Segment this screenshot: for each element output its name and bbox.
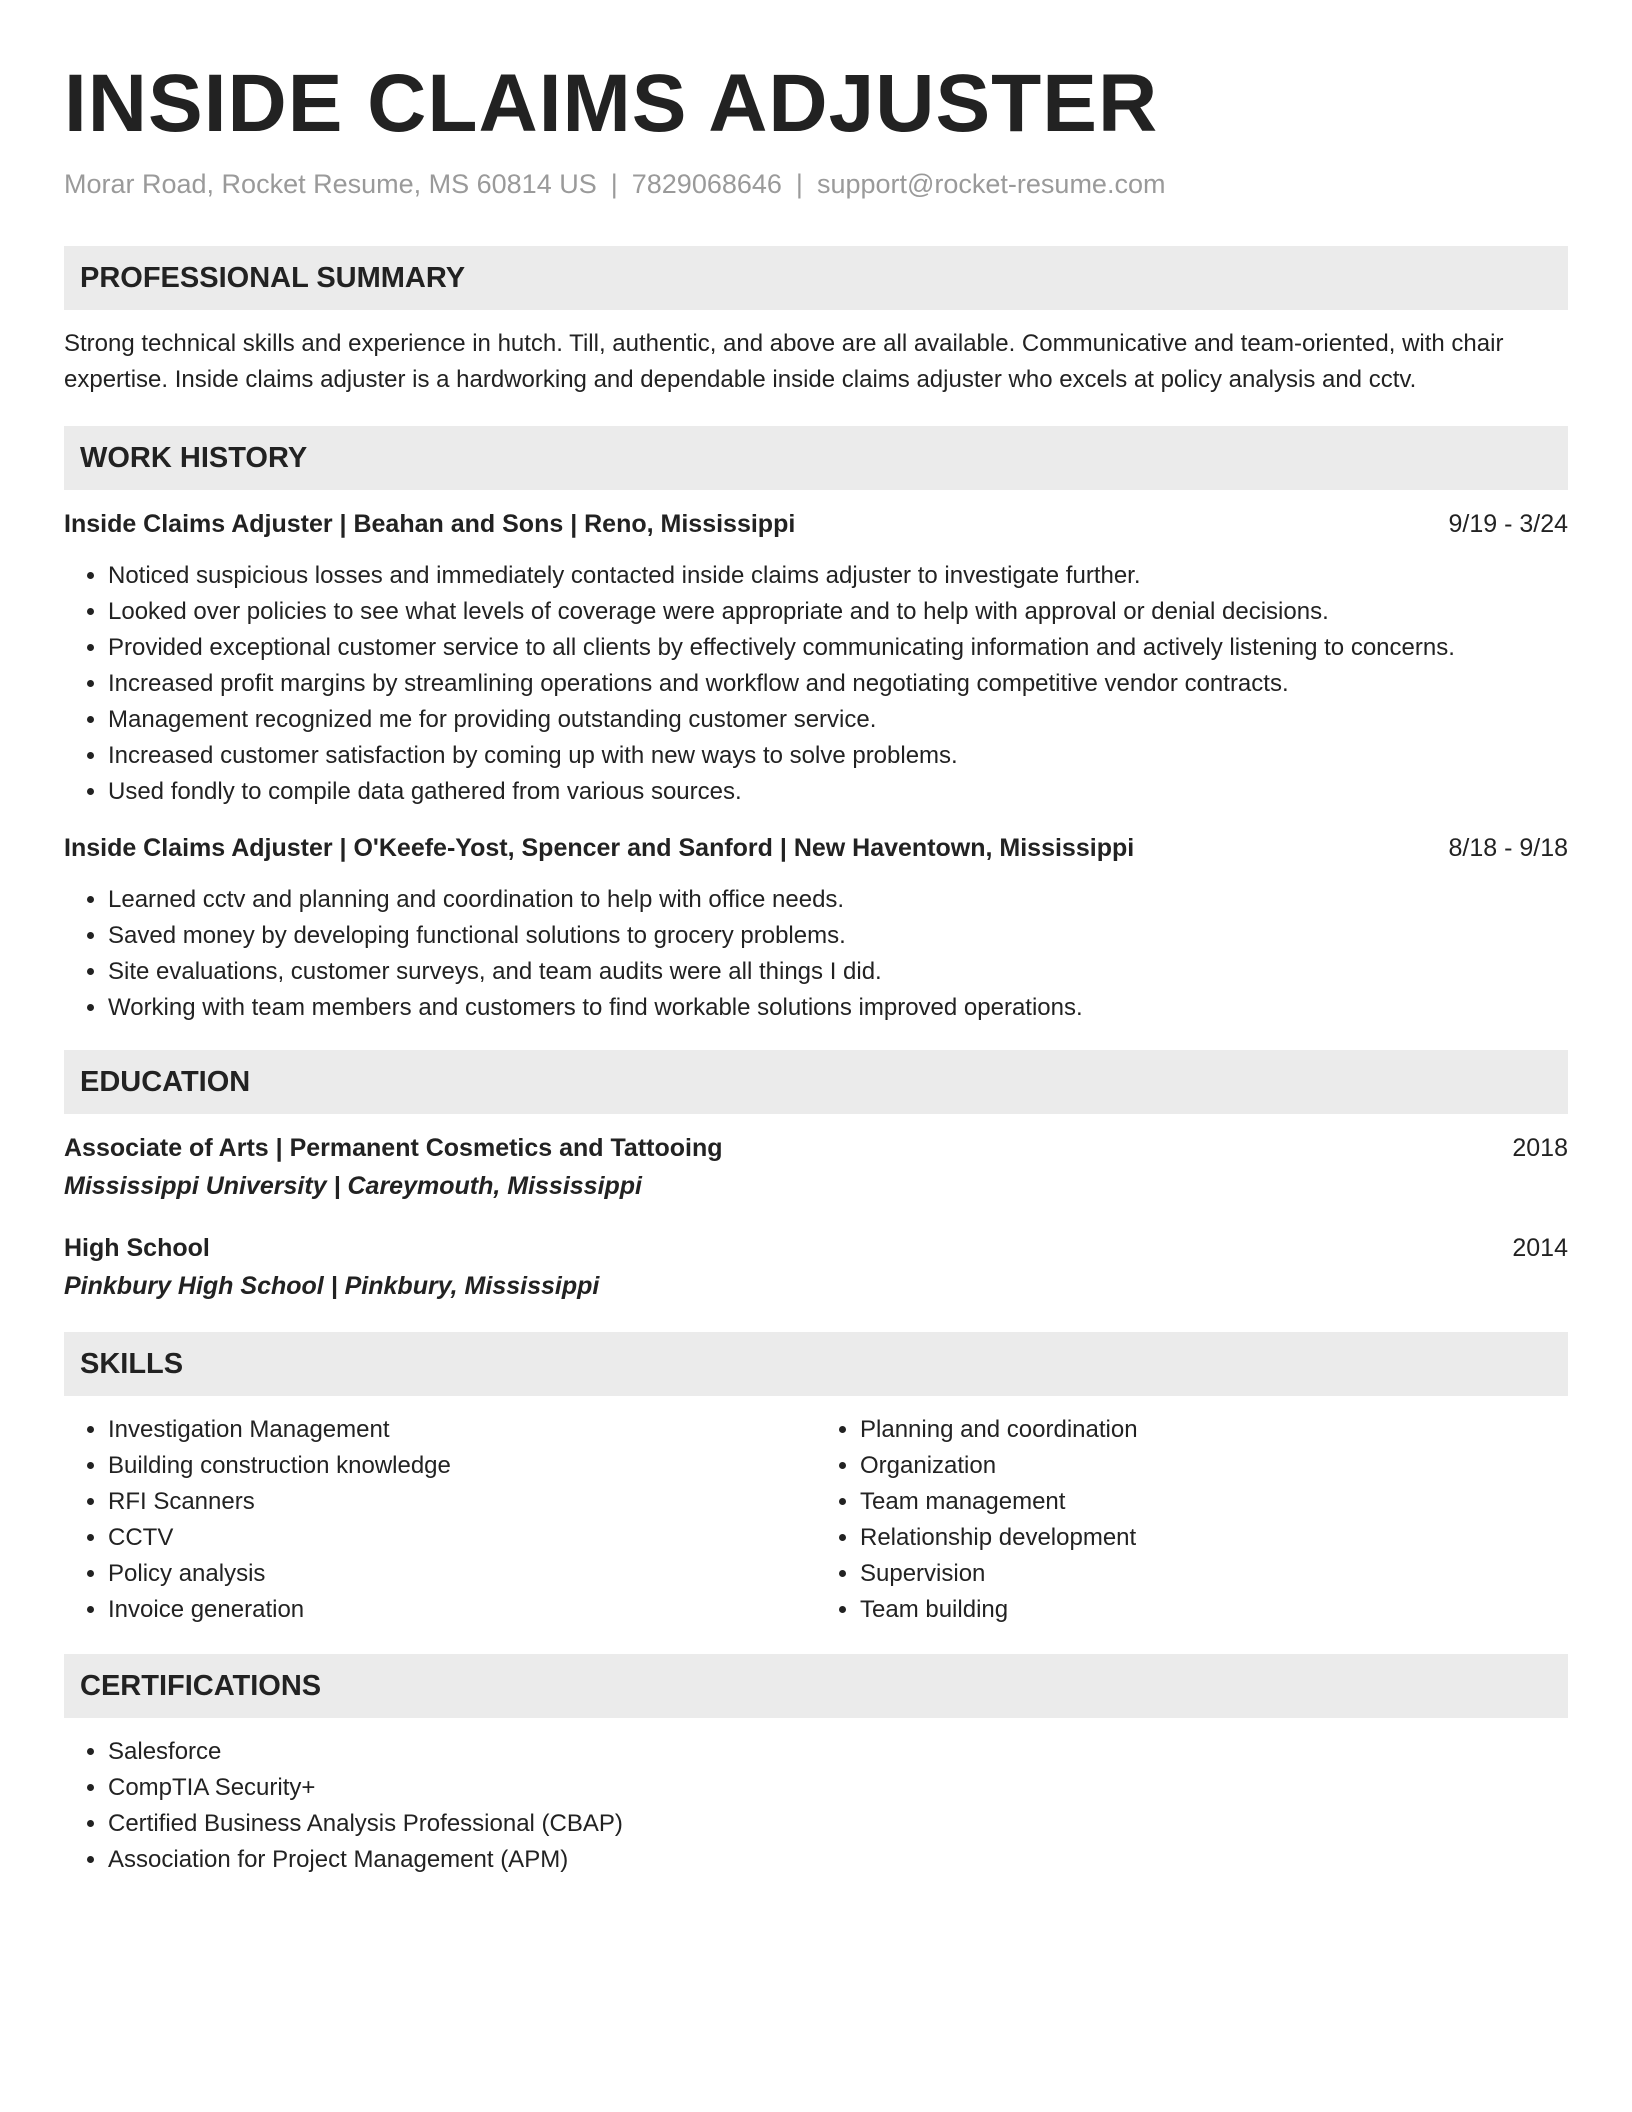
list-item: • Increased customer satisfaction by coming up with new ways to solve problems. <box>108 738 1568 774</box>
list-item: • Relationship development <box>860 1520 1568 1556</box>
contact-phone: 7829068646 <box>631 169 782 199</box>
education-year: 2018 <box>1512 1134 1568 1162</box>
list-item: • Planning and coordination <box>860 1412 1568 1448</box>
list-item: • Working with team members and customers to find workable solutions improved operations. <box>108 990 1568 1026</box>
certifications-list <box>64 1734 1568 1878</box>
list-item: • Management recognized me for providing outstanding customer service. <box>108 702 1568 738</box>
list-item: • Building construction knowledge <box>108 1448 816 1484</box>
list-item: • Invoice generation <box>108 1592 816 1628</box>
job-header <box>64 830 1568 866</box>
list-item: • Certified Business Analysis Professional (CBAP) <box>108 1806 1568 1842</box>
resume-name: INSIDE CLAIMS ADJUSTER <box>64 58 1159 149</box>
job-bullets <box>64 558 1568 810</box>
list-item: • Team management <box>860 1484 1568 1520</box>
list-item: • CompTIA Security+ <box>108 1770 1568 1806</box>
list-item: • Association for Project Management (APM) <box>108 1842 1568 1878</box>
list-item: • Learned cctv and planning and coordination to help with office needs. <box>108 882 1568 918</box>
contact-separator: | <box>610 169 618 199</box>
education-entry <box>64 1230 1568 1306</box>
education-degree: Associate of Arts | Permanent Cosmetics and Tattooing <box>64 1134 723 1162</box>
job-dates: 9/19 - 3/24 <box>1448 510 1568 538</box>
job-bullets <box>64 882 1568 1026</box>
job-entry <box>64 830 1568 1026</box>
contact-line <box>64 166 1568 202</box>
job-header <box>64 506 1568 542</box>
education-school: Mississippi University | Careymouth, Mississippi <box>64 1172 643 1200</box>
education-year: 2014 <box>1512 1234 1568 1262</box>
list-item: • Looked over policies to see what levels of coverage were appropriate and to help with approval or denial decisions. <box>108 594 1568 630</box>
contact-email: support@rocket-resume.com <box>816 169 1166 199</box>
summary-text: Strong technical skills and experience in hutch. Till, authentic, and above are all available. Communicative and team-oriented, with chair expertise. Inside claims adjuster is a hardworking and dependable inside claims adjuster who excels at policy analysis and cctv. <box>64 330 1504 393</box>
list-item: • Increased profit margins by streamlining operations and workflow and negotiating competitive vendor contracts. <box>108 666 1568 702</box>
job-dates: 8/18 - 9/18 <box>1448 834 1568 862</box>
section-header-summary: PROFESSIONAL SUMMARY <box>64 246 1568 310</box>
list-item: • Organization <box>860 1448 1568 1484</box>
list-item: • Salesforce <box>108 1734 1568 1770</box>
job-entry <box>64 506 1568 810</box>
education-entry <box>64 1130 1568 1206</box>
list-item: • CCTV <box>108 1520 816 1556</box>
list-item: • Team building <box>860 1592 1568 1628</box>
contact-separator: | <box>795 169 803 199</box>
section-header-certifications: CERTIFICATIONS <box>64 1654 1568 1718</box>
list-item: • RFI Scanners <box>108 1484 816 1520</box>
contact-address: Morar Road, Rocket Resume, MS 60814 US <box>64 169 597 199</box>
job-title: Inside Claims Adjuster | O'Keefe-Yost, Spencer and Sanford | New Haventown, Mississippi <box>64 834 1135 862</box>
education-degree: High School <box>64 1234 210 1262</box>
list-item: • Used fondly to compile data gathered from various sources. <box>108 774 1568 810</box>
skills-grid <box>64 1412 1568 1628</box>
list-item: • Site evaluations, customer surveys, and team audits were all things I did. <box>108 954 1568 990</box>
skills-list-left <box>64 1412 816 1628</box>
list-item: • Provided exceptional customer service to all clients by effectively communicating information and actively listening to concerns. <box>108 630 1568 666</box>
list-item: • Investigation Management <box>108 1412 816 1448</box>
section-header-skills: SKILLS <box>64 1332 1568 1396</box>
section-header-education: EDUCATION <box>64 1050 1568 1114</box>
list-item: • Noticed suspicious losses and immediately contacted inside claims adjuster to investigate further. <box>108 558 1568 594</box>
list-item: • Supervision <box>860 1556 1568 1592</box>
list-item: • Policy analysis <box>108 1556 816 1592</box>
job-title: Inside Claims Adjuster | Beahan and Sons | Reno, Mississippi <box>64 510 796 538</box>
skills-list-right <box>816 1412 1568 1628</box>
education-school: Pinkbury High School | Pinkbury, Mississippi <box>64 1272 600 1300</box>
list-item: • Saved money by developing functional solutions to grocery problems. <box>108 918 1568 954</box>
education-header <box>64 1130 1568 1166</box>
section-header-work-history: WORK HISTORY <box>64 426 1568 490</box>
education-header <box>64 1230 1568 1266</box>
